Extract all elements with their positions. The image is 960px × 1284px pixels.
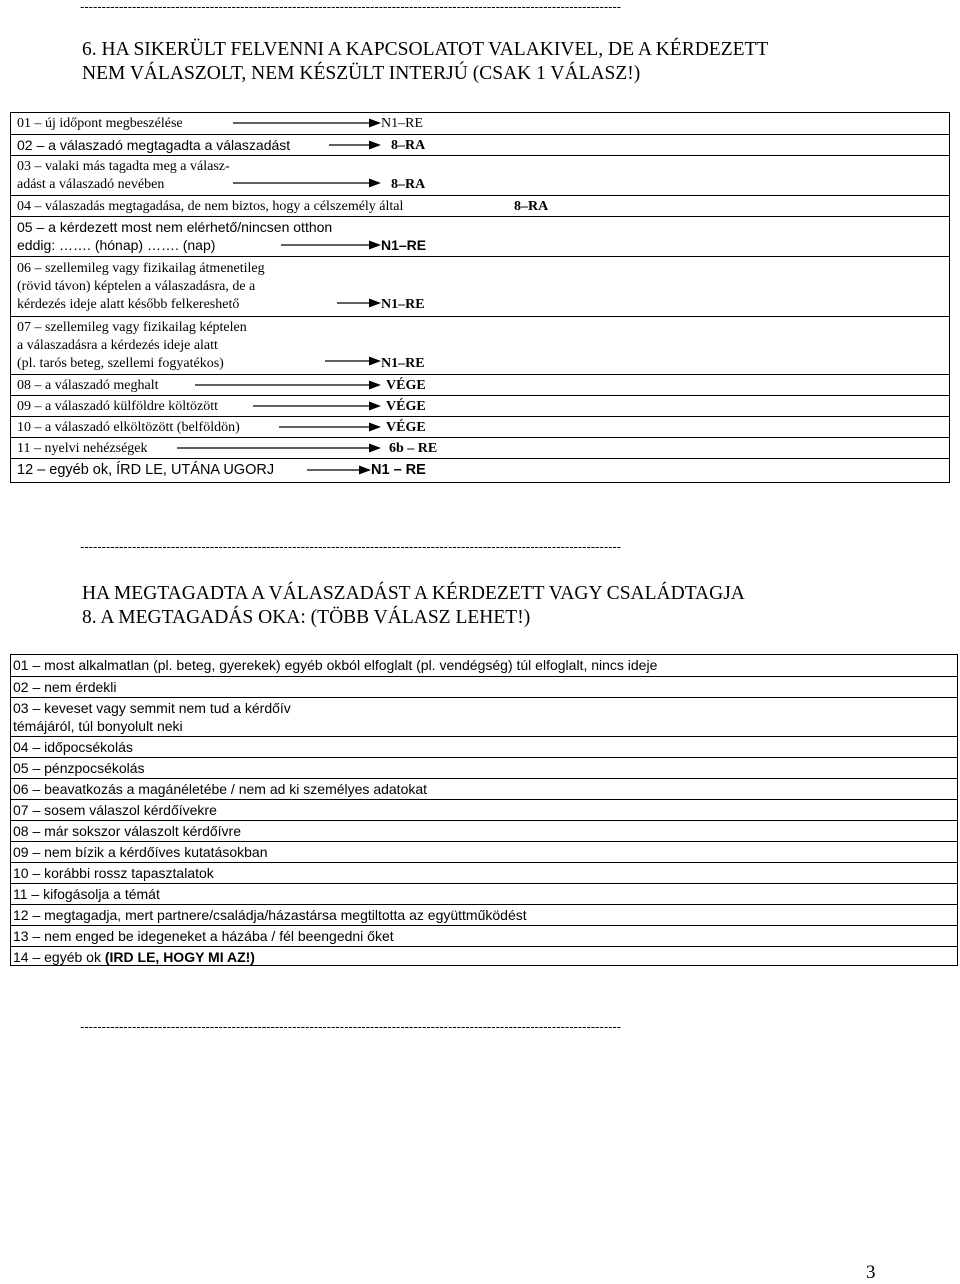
- q6-row-07-code: N1–RE: [381, 356, 425, 371]
- q8-row-02-label: 02 – nem érdekli: [13, 679, 117, 695]
- q8-row-12-label: 12 – megtagadja, mert partnere/családja/házastársa megtiltotta az együttműködést: [13, 907, 527, 923]
- separator-bottom: -----------------------------------------------------------------------------------------------------------------------------: [80, 1020, 622, 1034]
- arrow-icon: [195, 379, 381, 391]
- q8-row-07: [11, 799, 957, 820]
- q6-row-10-code: VÉGE: [386, 420, 426, 435]
- q6-row-12: [11, 458, 949, 482]
- q8-row-12: [11, 904, 957, 925]
- q6-row-06-label-2: (rövid távon) képtelen a válaszadásra, de a: [17, 279, 256, 294]
- q6-row-02: [11, 134, 949, 155]
- q6-row-11-label: 11 – nyelvi nehézségek: [17, 441, 148, 456]
- arrow-icon: [177, 442, 381, 454]
- q6-row-05-code: N1–RE: [381, 237, 427, 253]
- q8-row-09-label: 09 – nem bízik a kérdőíves kutatásokban: [13, 844, 268, 860]
- q8-reasons-table: [10, 654, 958, 966]
- q8-row-08-label: 08 – már sokszor válaszolt kérdőívre: [13, 823, 241, 839]
- q6-row-01-label: 01 – új időpont megbeszélése: [17, 116, 183, 131]
- arrow-icon: [329, 139, 381, 151]
- q8-row-02: [11, 676, 957, 697]
- q6-title-line2: NEM VÁLASZOLT, NEM KÉSZÜLT INTERJÚ (CSAK 1 VÁLASZ!): [82, 63, 641, 84]
- q8-row-10: [11, 862, 957, 883]
- q8-row-01: [11, 655, 957, 676]
- q8-row-04: [11, 736, 957, 757]
- q8-row-07-label: 07 – sosem válaszol kérdőívekre: [13, 802, 217, 818]
- q8-row-14: [11, 946, 957, 966]
- arrow-icon: [325, 355, 381, 367]
- arrow-icon: [233, 117, 381, 129]
- q6-row-01-code: N1–RE: [381, 116, 423, 131]
- q8-title-line1: HA MEGTAGADTA A VÁLASZADÁST A KÉRDEZETT VAGY CSALÁDTAGJA: [82, 583, 745, 604]
- q8-row-10-label: 10 – korábbi rossz tapasztalatok: [13, 865, 214, 881]
- q6-row-02-label: 02 – a válaszadó megtagadta a válaszadást: [17, 137, 291, 153]
- q6-row-04: [11, 195, 949, 216]
- arrow-icon: [279, 421, 381, 433]
- arrow-icon: [337, 297, 381, 309]
- q6-row-08-label: 08 – a válaszadó meghalt: [17, 378, 159, 393]
- page-number: 3: [866, 1262, 876, 1283]
- q8-row-06: [11, 778, 957, 799]
- q6-row-09-code: VÉGE: [386, 399, 426, 414]
- q6-row-06: [11, 256, 949, 316]
- arrow-icon: [281, 239, 381, 251]
- q6-row-10-label: 10 – a válaszadó elköltözött (belföldön): [17, 420, 240, 435]
- q6-row-06-label-3: kérdezés ideje alatt később felkereshető: [17, 297, 240, 312]
- q8-row-03: [11, 697, 957, 736]
- q8-row-03-label-2: témájáról, túl bonyolult neki: [13, 718, 183, 734]
- q6-row-07-label-3: (pl. tarós beteg, szellemi fogyatékos): [17, 356, 224, 371]
- q8-row-14-instruction: (IRD LE, HOGY MI AZ!): [104, 949, 255, 965]
- q6-row-06-label-1: 06 – szellemileg vagy fizikailag átmenetileg: [17, 261, 265, 276]
- q8-row-14-label: [13, 949, 255, 966]
- q8-row-13: [11, 925, 957, 946]
- q8-row-08: [11, 820, 957, 841]
- q6-row-11-code: 6b – RE: [389, 441, 438, 456]
- q6-row-09: [11, 395, 949, 416]
- arrow-icon: [233, 177, 381, 189]
- q6-row-03-label-1: 03 – valaki más tagadta meg a válasz-: [17, 159, 230, 174]
- separator-top: -----------------------------------------------------------------------------------------------------------------------------: [80, 0, 622, 14]
- q6-row-08: [11, 374, 949, 395]
- q8-row-11: [11, 883, 957, 904]
- q6-row-04-code: 8–RA: [514, 199, 549, 214]
- q6-row-03-label-2: adást a válaszadó nevében: [17, 177, 165, 192]
- q6-row-05: [11, 216, 949, 256]
- q6-row-10: [11, 416, 949, 437]
- q6-row-07-label-1: 07 – szellemileg vagy fizikailag képtelen: [17, 320, 247, 335]
- q8-row-06-label: 06 – beavatkozás a magánéletébe / nem ad ki személyes adatokat: [13, 781, 428, 797]
- q6-row-07: [11, 316, 949, 374]
- arrow-icon: [307, 464, 371, 476]
- q8-row-14-label-text: 14 – egyéb ok: [13, 949, 101, 965]
- q6-row-01: [11, 113, 949, 134]
- arrow-icon: [253, 400, 381, 412]
- q6-row-07-label-2: a válaszadásra a kérdezés ideje alatt: [17, 338, 218, 353]
- q8-row-13-label: 13 – nem enged be idegeneket a házába / fél beengedni őket: [13, 928, 394, 944]
- q8-row-01-label: 01 – most alkalmatlan (pl. beteg, gyerekek) egyéb okból elfoglalt (pl. vendégség) túl elfoglalt, nincs ideje: [13, 657, 658, 673]
- q6-row-04-label: 04 – válaszadás megtagadása, de nem biztos, hogy a célszemély által: [17, 199, 404, 214]
- q8-row-05-label: 05 – pénzpocsékolás: [13, 760, 145, 776]
- q6-title-line1: 6. HA SIKERÜLT FELVENNI A KAPCSOLATOT VALAKIVEL, DE A KÉRDEZETT: [82, 39, 769, 60]
- q6-row-12-code: N1 – RE: [371, 462, 426, 478]
- q6-row-03: [11, 155, 949, 195]
- q6-row-12-label: 12 – egyéb ok, ÍRD LE, UTÁNA UGORJ: [17, 462, 275, 478]
- q6-row-09-label: 09 – a válaszadó külföldre költözött: [17, 399, 218, 414]
- q8-row-09: [11, 841, 957, 862]
- q8-row-05: [11, 757, 957, 778]
- q6-response-table: [10, 112, 950, 483]
- q6-row-05-label-1: 05 – a kérdezett most nem elérhető/nincsen otthon: [17, 219, 333, 235]
- q6-row-02-code: 8–RA: [391, 138, 426, 153]
- q6-row-05-label-2: eddig: ……. (hónap) ……. (nap): [17, 237, 216, 253]
- q8-row-04-label: 04 – időpocsékolás: [13, 739, 133, 755]
- q8-title-line2: 8. A MEGTAGADÁS OKA: (TÖBB VÁLASZ LEHET!): [82, 607, 531, 628]
- separator-middle: -----------------------------------------------------------------------------------------------------------------------------: [80, 540, 622, 554]
- q8-row-11-label: 11 – kifogásolja a témát: [13, 886, 160, 902]
- q8-row-03-label-1: 03 – keveset vagy semmit nem tud a kérdőív: [13, 700, 291, 716]
- q6-row-11: [11, 437, 949, 458]
- q6-row-08-code: VÉGE: [386, 378, 426, 393]
- q6-row-06-code: N1–RE: [381, 297, 425, 312]
- q6-row-03-code: 8–RA: [391, 177, 426, 192]
